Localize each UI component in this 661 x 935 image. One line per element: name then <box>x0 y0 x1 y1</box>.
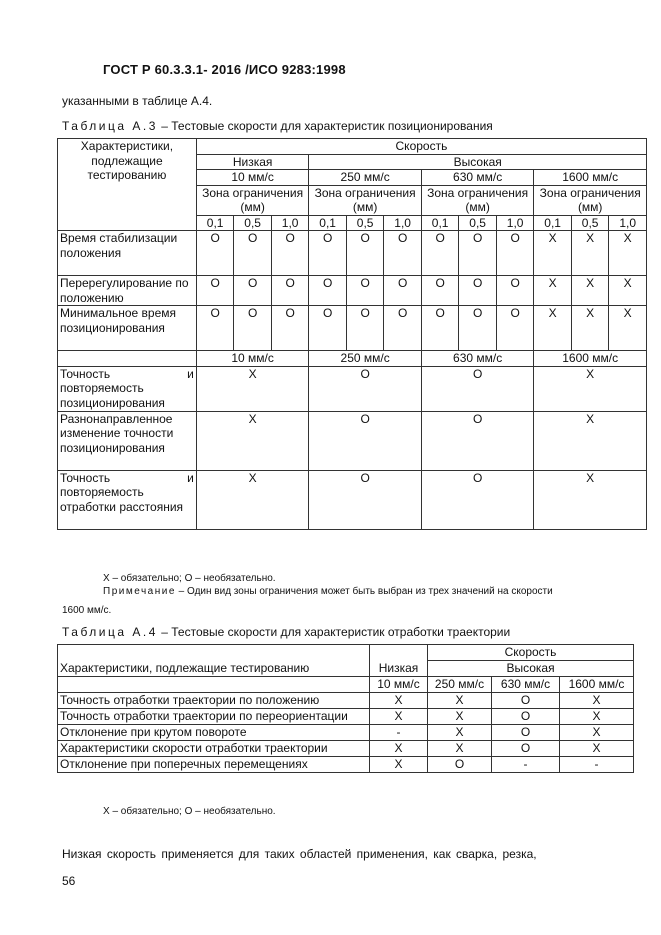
table-row <box>58 411 647 470</box>
t3-row-label: Перерегулирование по положению <box>58 276 197 306</box>
t3-cell: O <box>196 306 234 351</box>
t3-cell: O <box>421 366 534 411</box>
table-a4 <box>57 644 634 773</box>
t3-cell: O <box>309 411 422 470</box>
t3-cell: O <box>384 276 422 306</box>
t3-zone-cell: Зона ограничения (мм) <box>196 185 309 215</box>
t3-cell: O <box>196 231 234 276</box>
t4-row-label: Точность отработки траектории по переориентации <box>58 709 370 725</box>
primechanie-label: Примечание <box>103 586 176 597</box>
t3-cell: O <box>234 306 272 351</box>
t3-speed-cell: 250 мм/с <box>309 351 422 367</box>
t3-zone-value: 0,5 <box>234 215 272 231</box>
t4-high-header: Высокая <box>428 661 634 677</box>
table-a3-caption-label: Таблица А.3 <box>62 119 158 133</box>
t3-zone-value: 0,1 <box>196 215 234 231</box>
t3-cell: O <box>421 411 534 470</box>
t3-row-label: Точность и повторяемость отработки расстояния <box>58 470 197 529</box>
t3-cell: X <box>534 411 647 470</box>
t3-col-header: Характеристики, подлежащие тестированию <box>58 139 197 231</box>
t3-speed-cell: 630 мм/с <box>421 351 534 367</box>
t4-row-label: Отклонение при крутом повороте <box>58 725 370 741</box>
t3-cell: X <box>609 231 647 276</box>
t3-cell: X <box>609 306 647 351</box>
table-a4-caption <box>62 625 510 639</box>
t4-low-header: Низкая <box>370 661 428 677</box>
t3-cell: O <box>496 306 534 351</box>
t3-cell: X <box>196 366 309 411</box>
primechanie-note <box>103 586 553 597</box>
t3-blank-cell <box>58 351 197 367</box>
t4-speed-cell: 250 мм/с <box>428 677 492 693</box>
t3-zone-cell: Зона ограничения (мм) <box>421 185 534 215</box>
t3-zone-value: 1,0 <box>496 215 534 231</box>
legend-note-2: X – обязательно; O – необязательно. <box>103 806 276 817</box>
table-a3-caption-text: – Тестовые скорости для характеристик позиционирования <box>157 119 493 133</box>
t3-speed-cell: 1600 мм/с <box>534 351 647 367</box>
t4-cell: X <box>370 709 428 725</box>
t4-cell: O <box>492 693 560 709</box>
t3-zone-value: 1,0 <box>384 215 422 231</box>
table-row <box>58 757 634 773</box>
t3-cell: O <box>271 276 309 306</box>
t3-cell: O <box>384 306 422 351</box>
t3-cell: O <box>459 306 497 351</box>
t3-cell: O <box>346 306 384 351</box>
primechanie-text: – Один вид зоны ограничения может быть выбран из трех значений на скорости <box>175 586 553 597</box>
t4-speed-cell: 630 мм/с <box>492 677 560 693</box>
t3-speed-cell: 250 мм/с <box>309 170 422 186</box>
table-row <box>58 709 634 725</box>
table-a3-caption <box>62 119 493 133</box>
t3-cell: O <box>421 231 459 276</box>
t3-row-label: Время стабилизации положения <box>58 231 197 276</box>
t3-cell: O <box>271 231 309 276</box>
t4-cell: X <box>370 693 428 709</box>
t4-cell: X <box>428 725 492 741</box>
table-row <box>58 693 634 709</box>
t4-cell: X <box>370 757 428 773</box>
t3-zone-cell: Зона ограничения (мм) <box>534 185 647 215</box>
body-paragraph: Низкая скорость применяется для таких областей применения, как сварка, резка, <box>62 847 537 861</box>
table-a4-caption-text: – Тестовые скорости для характеристик отработки траектории <box>157 625 511 639</box>
t4-cell: O <box>492 709 560 725</box>
t3-cell: O <box>309 470 422 529</box>
t4-cell: X <box>428 693 492 709</box>
t4-col-header: Характеристики, подлежащие тестированию <box>58 645 370 677</box>
t3-cell: O <box>309 306 347 351</box>
t4-speed-cell: 10 мм/с <box>370 677 428 693</box>
table-row <box>58 725 634 741</box>
table-a4-caption-label: Таблица А.4 <box>62 625 158 639</box>
t3-cell: X <box>196 411 309 470</box>
document-header: ГОСТ Р 60.3.3.1- 2016 /ИСО 9283:1998 <box>103 62 346 77</box>
t3-zone-value: 1,0 <box>271 215 309 231</box>
t3-cell: X <box>571 276 609 306</box>
table-row <box>58 231 647 276</box>
table-row <box>58 366 647 411</box>
t3-cell: O <box>309 276 347 306</box>
t4-cell: O <box>492 725 560 741</box>
t3-row-label: Точность и повторяемость позиционирования <box>58 366 197 411</box>
t3-cell: O <box>459 231 497 276</box>
t3-zone-value: 1,0 <box>609 215 647 231</box>
t3-cell: O <box>384 231 422 276</box>
t4-cell: X <box>428 741 492 757</box>
t4-row-label: Отклонение при поперечных перемещениях <box>58 757 370 773</box>
t3-cell: O <box>346 231 384 276</box>
t3-cell: O <box>496 231 534 276</box>
t4-cell: X <box>428 709 492 725</box>
t3-cell: O <box>234 276 272 306</box>
t3-zone-cell: Зона ограничения (мм) <box>309 185 422 215</box>
t3-zone-value: 0,1 <box>309 215 347 231</box>
t3-speed-cell: 630 мм/с <box>421 170 534 186</box>
t3-cell: X <box>534 470 647 529</box>
t3-cell: O <box>346 276 384 306</box>
t3-cell: O <box>421 470 534 529</box>
t3-speed-cell: 10 мм/с <box>196 170 309 186</box>
t3-zone-value: 0,5 <box>346 215 384 231</box>
t3-cell: X <box>571 231 609 276</box>
t3-cell: X <box>609 276 647 306</box>
page-number: 56 <box>62 874 76 888</box>
t4-cell: - <box>560 757 634 773</box>
table-row <box>58 306 647 351</box>
table-row <box>58 470 647 529</box>
t3-zone-value: 0,5 <box>571 215 609 231</box>
table-row <box>58 741 634 757</box>
t4-cell: X <box>560 741 634 757</box>
t3-zone-value: 0,1 <box>421 215 459 231</box>
t3-cell: X <box>196 470 309 529</box>
t3-cell: O <box>421 276 459 306</box>
t4-blank-cell <box>58 677 370 693</box>
legend-note-1: X – обязательно; O – необязательно. <box>103 573 276 584</box>
t4-cell: - <box>492 757 560 773</box>
t3-cell: X <box>534 231 572 276</box>
t3-cell: O <box>196 276 234 306</box>
t4-cell: X <box>560 709 634 725</box>
t4-cell: - <box>370 725 428 741</box>
intro-text: указанными в таблице А.4. <box>62 94 213 108</box>
t3-cell: O <box>234 231 272 276</box>
t4-row-label: Точность отработки траектории по положению <box>58 693 370 709</box>
t4-cell: X <box>370 741 428 757</box>
t3-speed-cell: 1600 мм/с <box>534 170 647 186</box>
t3-row-label: Разнонаправленное изменение точности позиционирования <box>58 411 197 470</box>
t3-cell: X <box>571 306 609 351</box>
t3-cell: O <box>309 366 422 411</box>
t4-speed-cell: 1600 мм/с <box>560 677 634 693</box>
t4-cell: O <box>428 757 492 773</box>
table-row <box>58 276 647 306</box>
t3-zone-value: 0,5 <box>459 215 497 231</box>
t3-zone-value: 0,1 <box>534 215 572 231</box>
t3-cell: X <box>534 276 572 306</box>
t3-cell: O <box>496 276 534 306</box>
t3-cell: X <box>534 366 647 411</box>
t3-low-header: Низкая <box>196 154 309 170</box>
t3-speed-cell: 10 мм/с <box>196 351 309 367</box>
t3-high-header: Высокая <box>309 154 647 170</box>
t4-blank-cell <box>370 645 428 661</box>
primechanie-continuation: 1600 мм/с. <box>62 605 112 616</box>
t4-speed-header: Скорость <box>428 645 634 661</box>
t3-speed-header: Скорость <box>196 139 646 155</box>
t4-cell: X <box>560 693 634 709</box>
t3-cell: O <box>309 231 347 276</box>
t3-cell: O <box>459 276 497 306</box>
t3-cell: X <box>534 306 572 351</box>
t3-cell: O <box>421 306 459 351</box>
t3-row-label: Минимальное время позиционирования <box>58 306 197 351</box>
t4-cell: X <box>560 725 634 741</box>
table-a3 <box>57 138 647 530</box>
t4-row-label: Характеристики скорости отработки траектории <box>58 741 370 757</box>
t3-cell: O <box>271 306 309 351</box>
t4-cell: O <box>492 741 560 757</box>
